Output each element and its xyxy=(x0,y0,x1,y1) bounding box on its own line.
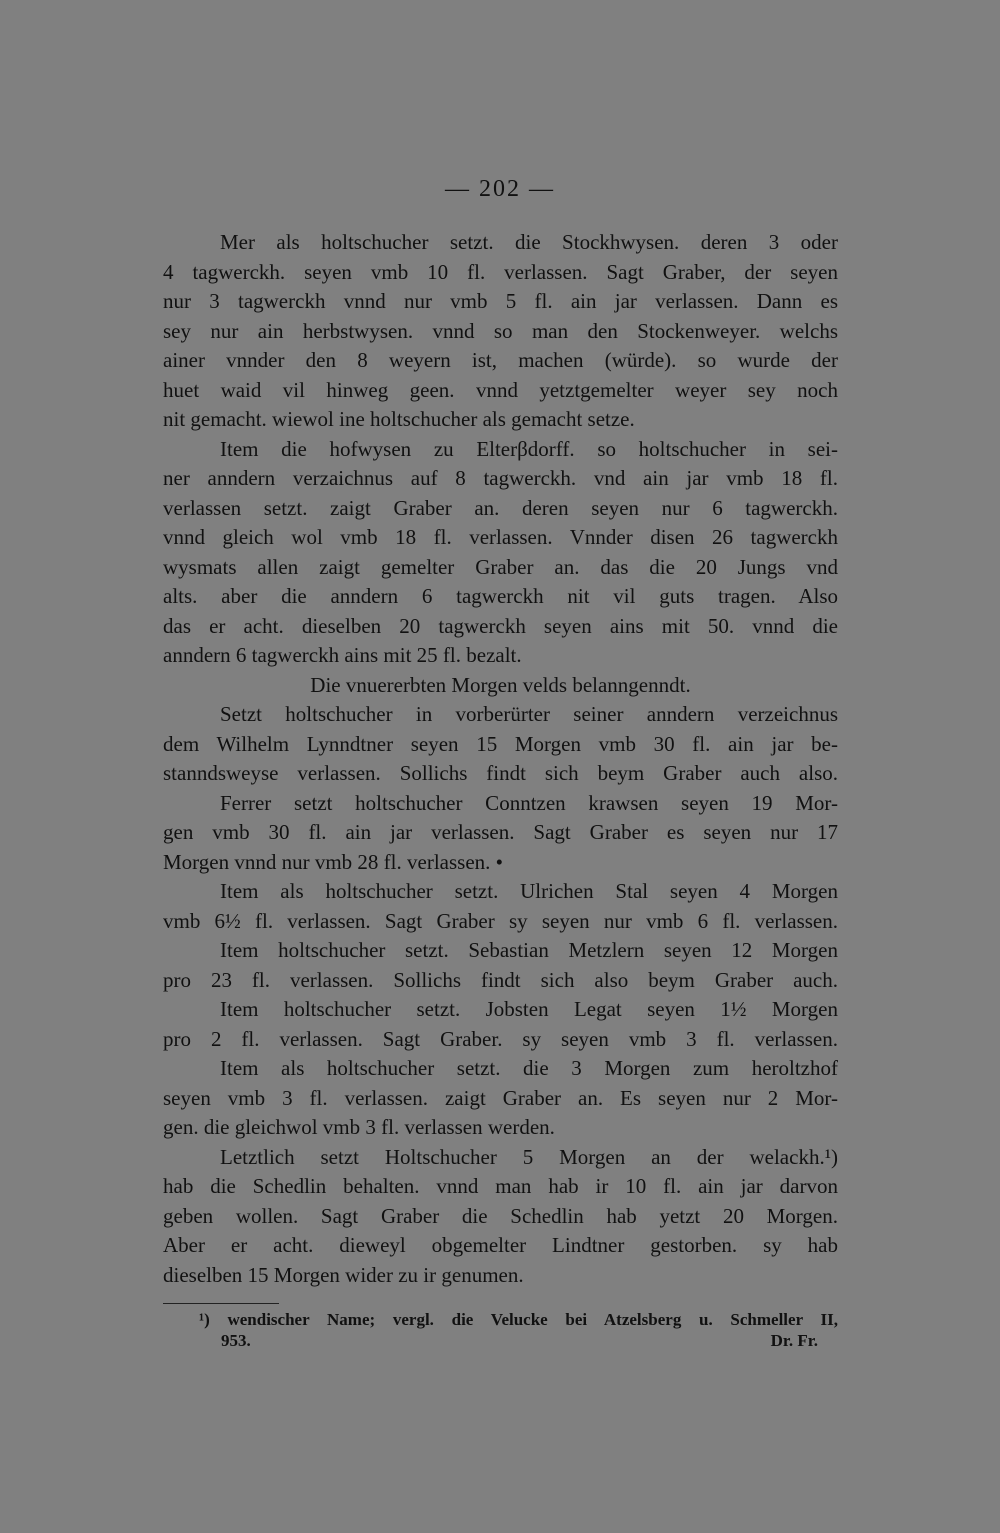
section-heading: Die vnuererbten Morgen velds belanngenndt. xyxy=(310,672,691,697)
text-line: sey nur ain herbstwysen. vnnd so man den Stockenweyer. welchs xyxy=(163,318,838,343)
text-line: hab die Schedlin behalten. vnnd man hab ir 10 fl. ain jar darvon xyxy=(163,1174,838,1198)
text-line: alts. aber die anndern 6 tagwerckh nit vil guts tragen. Also xyxy=(163,584,838,608)
text-line: huet waid vil hinweg geen. vnnd yetztgemelter weyer sey noch xyxy=(163,377,838,402)
text-line: das er acht. dieselben 20 tagwerckh seyen ains mit 50. vnnd die xyxy=(163,613,838,638)
text-line: gen vmb 30 fl. ain jar verlassen. Sagt Graber es seyen nur 17 xyxy=(163,820,838,844)
text-line: vmb 6½ fl. verlassen. Sagt Graber sy seyen nur vmb 6 fl. verlassen. xyxy=(163,908,838,933)
text-line: 4 tagwerckh. seyen vmb 10 fl. verlassen. Sagt Graber, der seyen xyxy=(163,259,838,284)
text-line: Item holtschucher setzt. Jobsten Legat seyen 1½ Morgen xyxy=(220,997,838,1021)
text-line: verlassen setzt. zaigt Graber an. deren seyen nur 6 tagwerckh. xyxy=(163,495,838,520)
footnote-line xyxy=(163,1330,838,1351)
text-line: ner anndern verzaichnus auf 8 tagwerckh. vnd ain jar vmb 18 fl. xyxy=(163,466,838,490)
text-line: Item als holtschucher setzt. die 3 Morgen zum heroltzhof xyxy=(220,1056,838,1080)
text-line: stanndsweyse verlassen. Sollichs findt sich beym Graber auch also. xyxy=(163,761,838,785)
text-line: vnnd gleich wol vmb 18 fl. verlassen. Vnnder disen 26 tagwerckh xyxy=(163,525,838,549)
text-line: dem Wilhelm Lynndtner seyen 15 Morgen vmb 30 fl. ain jar be- xyxy=(163,731,838,756)
text-line: Letztlich setzt Holtschucher 5 Morgen an der welackh.¹) xyxy=(220,1144,838,1169)
text-line: pro 2 fl. verlassen. Sagt Graber. sy seyen vmb 3 fl. verlassen. xyxy=(163,1026,838,1051)
text-line: Ferrer setzt holtschucher Conntzen krawsen seyen 19 Mor- xyxy=(220,790,838,815)
text-line: geben wollen. Sagt Graber die Schedlin hab yetzt 20 Morgen. xyxy=(163,1203,838,1228)
text-line: Item holtschucher setzt. Sebastian Metzlern seyen 12 Morgen xyxy=(220,938,838,962)
text-line: Mer als holtschucher setzt. die Stockhwysen. deren 3 oder xyxy=(220,230,838,254)
text-line: wysmats allen zaigt gemelter Graber an. das die 20 Jungs vnd xyxy=(163,554,838,579)
text-line: nur 3 tagwerckh vnnd nur vmb 5 fl. ain jar verlassen. Dann es xyxy=(163,289,838,313)
footnote-author: Dr. Fr. xyxy=(770,1331,818,1350)
body-text xyxy=(163,228,838,1290)
text-line: seyen vmb 3 fl. verlassen. zaigt Graber an. Es seyen nur 2 Mor- xyxy=(163,1085,838,1110)
text-line: nit gemacht. wiewol ine holtschucher als gemacht setze. xyxy=(163,407,635,431)
footnote-page-ref: 953. xyxy=(221,1331,251,1350)
footnote xyxy=(163,1309,838,1351)
text-line: Item die hofwysen zu Elterβdorff. so holtschucher in sei- xyxy=(220,436,838,461)
footnote-line: ¹) wendischer Name; vergl. die Velucke bei Atzelsberg u. Schmeller II, xyxy=(199,1310,838,1329)
text-line: Item als holtschucher setzt. Ulrichen Stal seyen 4 Morgen xyxy=(220,879,838,903)
text-line: anndern 6 tagwerckh ains mit 25 fl. bezalt. xyxy=(163,643,522,667)
text-line: pro 23 fl. verlassen. Sollichs findt sich also beym Graber auch. xyxy=(163,967,838,992)
text-line: gen. die gleichwol vmb 3 fl. verlassen werden. xyxy=(163,1115,555,1139)
page-number: — 202 — xyxy=(445,176,555,202)
text-line: Morgen vnnd nur vmb 28 fl. verlassen. • xyxy=(163,849,503,874)
text-line: Setzt holtschucher in vorberürter seiner anndern verzeichnus xyxy=(220,702,838,726)
text-line: Aber er acht. dieweyl obgemelter Lindtner gestorben. sy hab xyxy=(163,1233,838,1257)
text-line: dieselben 15 Morgen wider zu ir genumen. xyxy=(163,1262,524,1287)
footnote-divider xyxy=(163,1303,279,1304)
text-line: ainer vnnder den 8 weyern ist, machen (würde). so wurde der xyxy=(163,348,838,372)
